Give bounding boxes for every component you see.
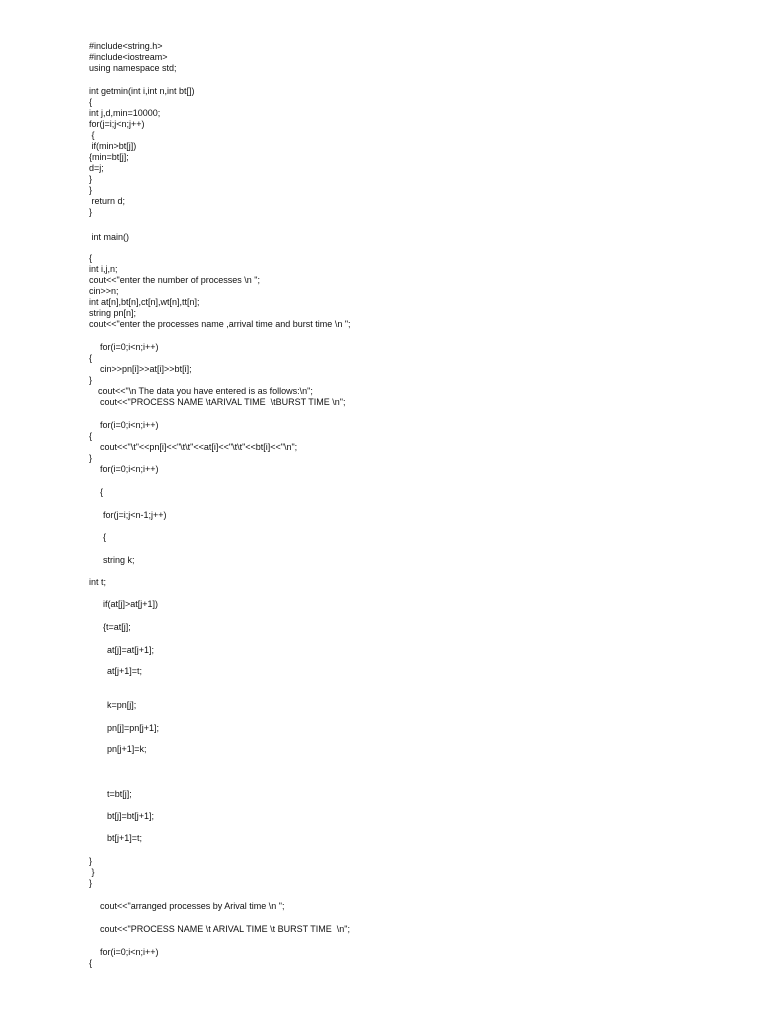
code-line: bt[j+1]=t;	[107, 833, 143, 843]
code-line: pn[j]=pn[j+1];	[107, 723, 160, 733]
code-line: pn[j+1]=k;	[107, 744, 147, 754]
code-line: string k;	[103, 555, 135, 565]
code-line: cout<<"PROCESS NAME \tARIVAL TIME \tBURST TIME \n";	[100, 397, 346, 407]
code-line: {	[89, 130, 95, 140]
code-line: int main()	[89, 232, 130, 242]
code-line: cout<<"arranged processes by Arival time \n ";	[100, 901, 285, 911]
code-line: if(at[j]>at[j+1])	[103, 599, 159, 609]
code-line: {	[89, 431, 93, 441]
code-line: {	[100, 487, 104, 497]
code-line: for(j=i;j<n;j++)	[89, 119, 145, 129]
code-line: at[j]=at[j+1];	[107, 645, 155, 655]
code-line: }	[89, 375, 93, 385]
code-line: int j,d,min=10000;	[89, 108, 161, 118]
code-line: int getmin(int i,int n,int bt[])	[89, 86, 195, 96]
code-line: {	[89, 253, 93, 263]
code-line: }	[89, 856, 93, 866]
code-line: cout<<"enter the number of processes \n ";	[89, 275, 260, 285]
code-line: cout<<"enter the processes name ,arrival time and burst time \n ";	[89, 319, 351, 329]
code-line: int i,j,n;	[89, 264, 118, 274]
code-line: }	[89, 867, 95, 877]
code-line: {	[103, 532, 107, 542]
code-line: for(j=i;j<n-1;j++)	[103, 510, 167, 520]
code-line: {min=bt[j];	[89, 152, 129, 162]
code-line: {t=at[j];	[103, 622, 131, 632]
code-line: }	[89, 174, 93, 184]
code-line: for(i=0;i<n;i++)	[100, 947, 159, 957]
code-line: using namespace std;	[89, 63, 177, 73]
code-line: string pn[n];	[89, 308, 137, 318]
code-line: cin>>pn[i]>>at[i]>>bt[i];	[100, 364, 192, 374]
code-line: d=j;	[89, 163, 104, 173]
code-line: cout<<"\n The data you have entered is as follows:\n";	[98, 386, 313, 396]
code-line: }	[89, 185, 93, 195]
code-line: k=pn[j];	[107, 700, 137, 710]
code-line: {	[89, 353, 93, 363]
code-line: #include<string.h>	[89, 41, 163, 51]
code-line: return d;	[89, 196, 126, 206]
code-line: }	[89, 453, 93, 463]
code-line: cin>>n;	[89, 286, 119, 296]
code-line: #include<iostream>	[89, 52, 168, 62]
code-line: {	[89, 97, 93, 107]
code-line: if(min>bt[j])	[89, 141, 137, 151]
code-line: }	[89, 207, 93, 217]
code-line: int at[n],bt[n],ct[n],wt[n],tt[n];	[89, 297, 200, 307]
code-line: int t;	[89, 577, 107, 587]
code-line: cout<<"PROCESS NAME \t ARIVAL TIME \t BURST TIME \n";	[100, 924, 350, 934]
code-line: }	[89, 878, 93, 888]
code-line: at[j+1]=t;	[107, 666, 143, 676]
code-line: t=bt[j];	[107, 789, 132, 799]
code-line: for(i=0;i<n;i++)	[100, 420, 159, 430]
code-line: cout<<"\t"<<pn[i]<<"\t\t"<<at[i]<<"\t\t"<<bt[i]<<"\n";	[100, 442, 298, 452]
code-line: bt[j]=bt[j+1];	[107, 811, 155, 821]
code-line: for(i=0;i<n;i++)	[100, 464, 159, 474]
code-line: for(i=0;i<n;i++)	[100, 342, 159, 352]
code-line: {	[89, 958, 93, 968]
